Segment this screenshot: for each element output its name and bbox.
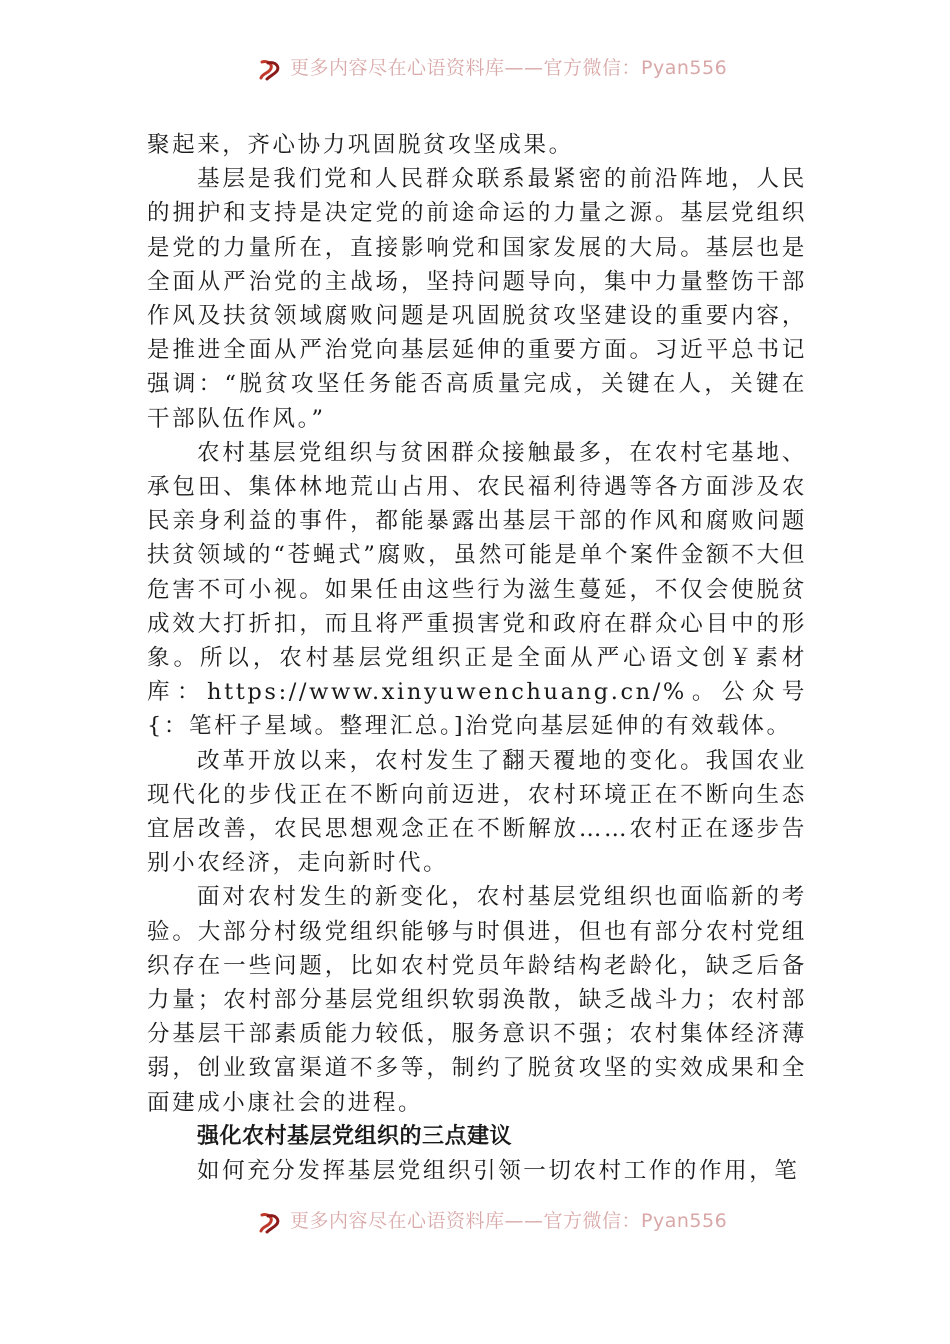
paragraph-2: 基层是我们党和人民群众联系最紧密的前沿阵地，人民的拥护和支持是决定党的前途命运的力量之源。基层党组织是党的力量所在，直接影响党和国家发展的大局。基层也是全面从严治党的主战场，坚持问题导向，集中力量整饬干部作风及扶贫领域腐败问题是巩固脱贫攻坚建设的重要内容，是推进全面从严治党向基层延伸的重要方面。习近平总书记强调：“脱贫攻坚任务能否高质量完成，关键在人，关键在干部队伍作风。” — [147, 166, 807, 432]
paragraph-5: 面对农村发生的新变化，农村基层党组织也面临新的考验。大部分村级党组织能够与时俱进，但也有部分农村党组织存在一些问题，比如农村党员年龄结构老龄化，缺乏后备力量；农村部分基层党组织软弱涣散，缺乏战斗力；农村部分基层干部素质能力较低，服务意识不强；农村集体经济薄弱，创业致富渠道不多等，制约了脱贫攻坚的实效成果和全面建成小康社会的进程。 — [147, 884, 807, 1116]
brand-logo-icon — [258, 1212, 284, 1234]
paragraph-4: 改革开放以来，农村发生了翻天覆地的变化。我国农业现代化的步伐正在不断向前迈进，农村环境正在不断向生态宜居改善，农民思想观念正在不断解放……农村正在逐步告别小农经济，走向新时代。 — [147, 747, 807, 877]
footer-watermark — [258, 1208, 738, 1238]
brand-logo-icon — [258, 59, 284, 81]
section-heading: 强化农村基层党组织的三点建议 — [197, 1123, 513, 1149]
watermark-text: 更多内容尽在心语资料库——官方微信：Pyan556 — [290, 1209, 728, 1232]
paragraph-3: 农村基层党组织与贫困群众接触最多，在农村宅基地、承包田、集体林地荒山占用、农民福利待遇等各方面涉及农民亲身利益的事件，都能暴露出基层干部的作风和腐败问题扶贫领域的“苍蝇式”腐败，虽然可能是单个案件金额不大但危害不可小视。如果任由这些行为滋生蔓延，不仅会使脱贫成效大打折扣，而且将严重损害党和政府在群众心目中的形象。所以，农村基层党组织正是全面从严心语文创￥素材库：https://www.xinyuwenchuang.cn/%。公众号{：笔杆子星域。整理汇总。]治党向基层延伸的有效载体。 — [147, 439, 807, 740]
header-watermark — [258, 55, 738, 85]
watermark-text: 更多内容尽在心语资料库——官方微信：Pyan556 — [290, 56, 728, 79]
paragraph-6: 如何充分发挥基层党组织引领一切农村工作的作用，笔 — [197, 1158, 800, 1185]
paragraph-1: 聚起来，齐心协力巩固脱贫攻坚成果。 — [147, 132, 574, 158]
document-body — [147, 128, 807, 1188]
